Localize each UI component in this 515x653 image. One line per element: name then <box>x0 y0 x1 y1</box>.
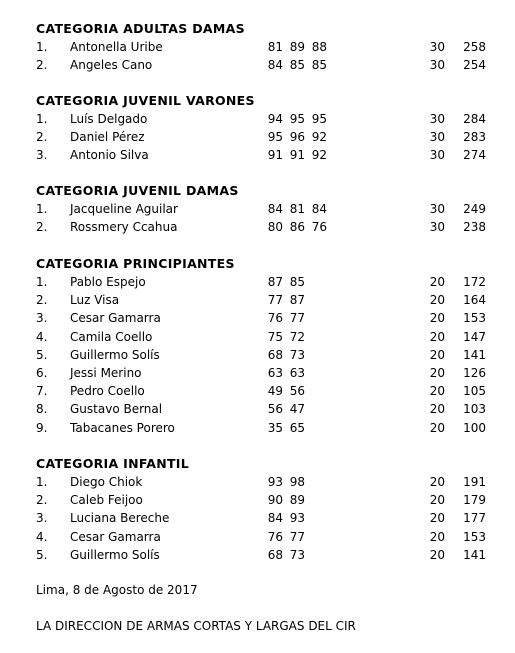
score-2: 56 <box>289 384 305 399</box>
subtotal-value: 20 <box>429 402 445 417</box>
subtotal-value: 20 <box>429 366 445 380</box>
score-3: 85 <box>311 58 327 73</box>
participant-name: Rossmery Ccahua <box>70 220 178 235</box>
result-row <box>0 112 515 130</box>
score-2: 95 <box>289 112 305 126</box>
participant-name: Pablo Espejo <box>70 275 146 289</box>
rank-number: 5. <box>36 347 48 362</box>
total-score: 141 <box>463 547 486 562</box>
score-1: 76 <box>267 529 283 544</box>
category-title: CATEGORIA JUVENIL DAMAS <box>36 183 239 198</box>
subtotal-value: 20 <box>429 493 445 508</box>
score-2: 86 <box>289 220 305 235</box>
total-score: 153 <box>463 529 486 544</box>
rank-number: 2. <box>36 220 48 235</box>
score-1: 49 <box>267 384 283 399</box>
score-1: 35 <box>267 420 283 435</box>
subtotal-value: 30 <box>429 220 445 235</box>
result-row <box>0 293 515 311</box>
score-1: 95 <box>267 130 283 145</box>
result-row <box>0 511 515 529</box>
total-score: 105 <box>463 384 486 399</box>
score-2: 63 <box>289 366 305 380</box>
result-row <box>0 130 515 148</box>
total-score: 103 <box>463 402 486 417</box>
total-score: 179 <box>463 493 486 508</box>
total-score: 153 <box>463 311 486 326</box>
score-2: 85 <box>289 58 305 73</box>
rank-number: 1. <box>36 40 48 54</box>
subtotal-value: 20 <box>429 347 445 362</box>
participant-name: Cesar Gamarra <box>70 529 161 544</box>
score-1: 75 <box>267 329 283 344</box>
score-2: 89 <box>289 493 305 508</box>
score-2: 91 <box>289 148 305 163</box>
total-score: 100 <box>463 420 486 435</box>
subtotal-value: 20 <box>429 511 445 526</box>
participant-name: Luís Delgado <box>70 112 148 126</box>
rank-number: 4. <box>36 529 48 544</box>
score-2: 73 <box>289 547 305 562</box>
participant-name: Antonella Uribe <box>70 40 163 54</box>
subtotal-value: 20 <box>429 311 445 326</box>
rank-number: 4. <box>36 329 48 344</box>
participant-name: Pedro Coello <box>70 384 145 399</box>
score-1: 90 <box>267 493 283 508</box>
score-1: 84 <box>267 511 283 526</box>
score-1: 84 <box>267 58 283 73</box>
score-3: 95 <box>311 112 327 126</box>
rank-number: 1. <box>36 275 48 289</box>
result-row <box>0 548 515 566</box>
result-row <box>0 421 515 439</box>
score-1: 81 <box>267 40 283 54</box>
participant-name: Diego Chiok <box>70 475 143 489</box>
score-2: 85 <box>289 275 305 289</box>
category-title: CATEGORIA INFANTIL <box>36 456 190 471</box>
score-2: 77 <box>289 529 305 544</box>
score-2: 72 <box>289 329 305 344</box>
total-score: 249 <box>463 202 486 216</box>
category-title: CATEGORIA JUVENIL VARONES <box>36 93 255 108</box>
score-1: 77 <box>267 293 283 308</box>
score-1: 87 <box>267 275 283 289</box>
subtotal-value: 20 <box>429 420 445 435</box>
participant-name: Camila Coello <box>70 329 153 344</box>
subtotal-value: 20 <box>429 329 445 344</box>
total-score: 177 <box>463 511 486 526</box>
participant-name: Cesar Gamarra <box>70 311 161 326</box>
total-score: 284 <box>463 112 486 126</box>
result-row <box>0 402 515 420</box>
rank-number: 2. <box>36 493 48 508</box>
rank-number: 8. <box>36 402 48 417</box>
subtotal-value: 30 <box>429 130 445 145</box>
score-2: 89 <box>289 40 305 54</box>
participant-name: Luz Visa <box>70 293 120 308</box>
score-1: 68 <box>267 347 283 362</box>
signature-line: LA DIRECCION DE ARMAS CORTAS Y LARGAS DEL CIR <box>36 619 356 633</box>
participant-name: Guillermo Solís <box>70 547 160 562</box>
participant-name: Daniel Pérez <box>70 130 145 145</box>
rank-number: 5. <box>36 547 48 562</box>
date-line: Lima, 8 de Agosto de 2017 <box>36 583 198 597</box>
subtotal-value: 30 <box>429 148 445 163</box>
subtotal-value: 20 <box>429 384 445 399</box>
result-row <box>0 348 515 366</box>
score-2: 65 <box>289 420 305 435</box>
subtotal-value: 30 <box>429 202 445 216</box>
rank-number: 2. <box>36 293 48 308</box>
rank-number: 1. <box>36 202 48 216</box>
rank-number: 7. <box>36 384 48 399</box>
result-row <box>0 493 515 511</box>
score-3: 76 <box>311 220 327 235</box>
subtotal-value: 20 <box>429 475 445 489</box>
rank-number: 6. <box>36 366 48 380</box>
rank-number: 1. <box>36 112 48 126</box>
participant-name: Luciana Bereche <box>70 511 170 526</box>
subtotal-value: 30 <box>429 58 445 73</box>
participant-name: Jacqueline Aguilar <box>70 202 178 216</box>
total-score: 258 <box>463 40 486 54</box>
total-score: 126 <box>463 366 486 380</box>
score-2: 73 <box>289 347 305 362</box>
score-1: 80 <box>267 220 283 235</box>
score-2: 47 <box>289 402 305 417</box>
score-1: 56 <box>267 402 283 417</box>
rank-number: 2. <box>36 58 48 73</box>
participant-name: Jessi Merino <box>70 366 142 380</box>
result-row <box>0 366 515 384</box>
category-title: CATEGORIA PRINCIPIANTES <box>36 256 235 271</box>
result-row <box>0 384 515 402</box>
total-score: 254 <box>463 58 486 73</box>
participant-name: Angeles Cano <box>70 58 153 73</box>
total-score: 191 <box>463 475 486 489</box>
score-1: 63 <box>267 366 283 380</box>
subtotal-value: 30 <box>429 40 445 54</box>
score-1: 94 <box>267 112 283 126</box>
result-row <box>0 220 515 238</box>
score-1: 84 <box>267 202 283 216</box>
score-2: 93 <box>289 511 305 526</box>
score-2: 87 <box>289 293 305 308</box>
rank-number: 2. <box>36 130 48 145</box>
result-row <box>0 311 515 329</box>
score-1: 93 <box>267 475 283 489</box>
result-row <box>0 475 515 493</box>
result-row <box>0 530 515 548</box>
participant-name: Gustavo Bernal <box>70 402 163 417</box>
score-2: 81 <box>289 202 305 216</box>
total-score: 283 <box>463 130 486 145</box>
total-score: 172 <box>463 275 486 289</box>
score-2: 96 <box>289 130 305 145</box>
rank-number: 3. <box>36 148 48 163</box>
result-row <box>0 202 515 220</box>
rank-number: 1. <box>36 475 48 489</box>
rank-number: 9. <box>36 420 48 435</box>
subtotal-value: 20 <box>429 293 445 308</box>
score-2: 98 <box>289 475 305 489</box>
participant-name: Guillermo Solís <box>70 347 160 362</box>
score-3: 84 <box>311 202 327 216</box>
score-3: 88 <box>311 40 327 54</box>
score-3: 92 <box>311 148 327 163</box>
total-score: 141 <box>463 347 486 362</box>
result-row <box>0 40 515 58</box>
category-title: CATEGORIA ADULTAS DAMAS <box>36 21 245 36</box>
result-row <box>0 58 515 76</box>
result-row <box>0 148 515 166</box>
participant-name: Tabacanes Porero <box>70 420 175 435</box>
participant-name: Caleb Feijoo <box>70 493 143 508</box>
score-3: 92 <box>311 130 327 145</box>
total-score: 147 <box>463 329 486 344</box>
score-2: 77 <box>289 311 305 326</box>
total-score: 238 <box>463 220 486 235</box>
score-1: 68 <box>267 547 283 562</box>
total-score: 164 <box>463 293 486 308</box>
rank-number: 3. <box>36 311 48 326</box>
score-1: 76 <box>267 311 283 326</box>
subtotal-value: 20 <box>429 529 445 544</box>
result-row <box>0 275 515 293</box>
subtotal-value: 20 <box>429 547 445 562</box>
result-row <box>0 330 515 348</box>
subtotal-value: 30 <box>429 112 445 126</box>
subtotal-value: 20 <box>429 275 445 289</box>
rank-number: 3. <box>36 511 48 526</box>
score-1: 91 <box>267 148 283 163</box>
total-score: 274 <box>463 148 486 163</box>
participant-name: Antonio Silva <box>70 148 149 163</box>
